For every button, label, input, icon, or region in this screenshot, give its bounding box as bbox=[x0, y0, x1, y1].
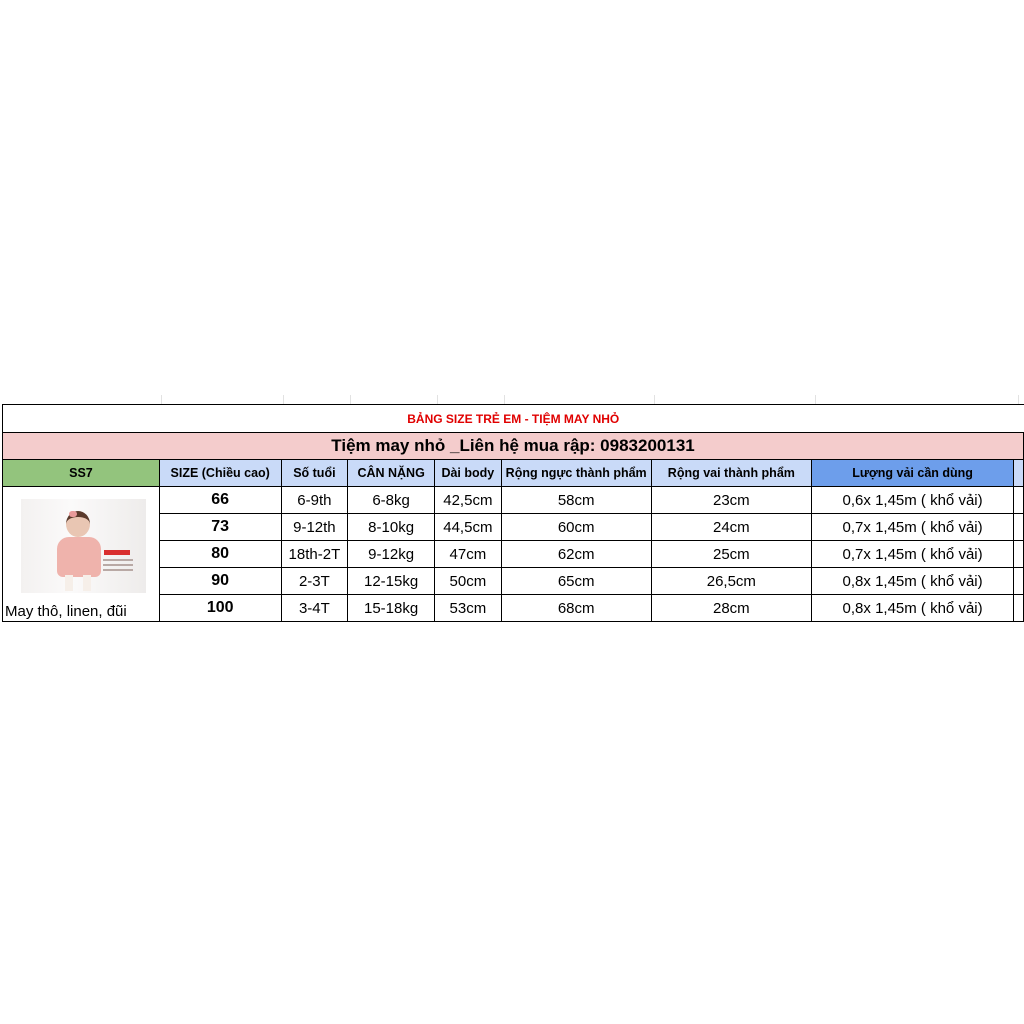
cell-body-length[interactable]: 53cm bbox=[434, 595, 501, 622]
cell-age[interactable]: 18th-2T bbox=[281, 541, 348, 568]
header-extra[interactable] bbox=[1014, 460, 1024, 487]
cell-weight[interactable]: 15-18kg bbox=[348, 595, 435, 622]
cell-fabric[interactable]: 0,8x 1,45m ( khổ vải) bbox=[812, 568, 1014, 595]
cell-size[interactable]: 80 bbox=[159, 541, 281, 568]
cell-age[interactable]: 2-3T bbox=[281, 568, 348, 595]
cell-fabric[interactable]: 0,6x 1,45m ( khổ vải) bbox=[812, 487, 1014, 514]
header-body-length[interactable]: Dài body bbox=[434, 460, 501, 487]
table-row bbox=[3, 487, 1024, 514]
cell-body-length[interactable]: 44,5cm bbox=[434, 514, 501, 541]
cell-shoulder[interactable]: 25cm bbox=[651, 541, 811, 568]
cell-weight[interactable]: 12-15kg bbox=[348, 568, 435, 595]
cell-size[interactable]: 100 bbox=[159, 595, 281, 622]
cell-size[interactable]: 66 bbox=[159, 487, 281, 514]
header-fabric-amount[interactable]: Lượng vải cần dùng bbox=[812, 460, 1014, 487]
cell-chest[interactable]: 58cm bbox=[501, 487, 651, 514]
cell-weight[interactable]: 9-12kg bbox=[348, 541, 435, 568]
cell-chest[interactable]: 68cm bbox=[501, 595, 651, 622]
table-title[interactable]: BẢNG SIZE TRẺ EM - TIỆM MAY NHỎ bbox=[3, 405, 1024, 433]
size-table bbox=[2, 404, 1024, 622]
contact-banner[interactable]: Tiệm may nhỏ _Liên hệ mua rập: 0983200131 bbox=[3, 433, 1024, 460]
cell-extra[interactable] bbox=[1014, 487, 1024, 514]
cell-chest[interactable]: 62cm bbox=[501, 541, 651, 568]
header-row bbox=[3, 460, 1024, 487]
product-code-cell[interactable]: SS7 bbox=[3, 460, 160, 487]
cell-chest[interactable]: 60cm bbox=[501, 514, 651, 541]
header-chest-width[interactable]: Rộng ngực thành phẩm bbox=[501, 460, 651, 487]
product-photo bbox=[21, 499, 146, 593]
header-weight[interactable]: CÂN NẶNG bbox=[348, 460, 435, 487]
cell-extra[interactable] bbox=[1014, 595, 1024, 622]
cell-body-length[interactable]: 50cm bbox=[434, 568, 501, 595]
cell-weight[interactable]: 8-10kg bbox=[348, 514, 435, 541]
cell-shoulder[interactable]: 23cm bbox=[651, 487, 811, 514]
cell-body-length[interactable]: 42,5cm bbox=[434, 487, 501, 514]
cell-fabric[interactable]: 0,8x 1,45m ( khổ vải) bbox=[812, 595, 1014, 622]
header-shoulder-width[interactable]: Rộng vai thành phẩm bbox=[651, 460, 811, 487]
cell-extra[interactable] bbox=[1014, 568, 1024, 595]
header-size[interactable]: SIZE (Chiều cao) bbox=[159, 460, 281, 487]
fabric-note: May thô, linen, đũi bbox=[5, 603, 127, 620]
cell-extra[interactable] bbox=[1014, 541, 1024, 568]
cell-chest[interactable]: 65cm bbox=[501, 568, 651, 595]
cell-shoulder[interactable]: 28cm bbox=[651, 595, 811, 622]
cell-shoulder[interactable]: 24cm bbox=[651, 514, 811, 541]
cell-size[interactable]: 73 bbox=[159, 514, 281, 541]
cell-fabric[interactable]: 0,7x 1,45m ( khổ vải) bbox=[812, 541, 1014, 568]
cell-extra[interactable] bbox=[1014, 514, 1024, 541]
cell-size[interactable]: 90 bbox=[159, 568, 281, 595]
cell-shoulder[interactable]: 26,5cm bbox=[651, 568, 811, 595]
cell-age[interactable]: 3-4T bbox=[281, 595, 348, 622]
cell-weight[interactable]: 6-8kg bbox=[348, 487, 435, 514]
cell-age[interactable]: 9-12th bbox=[281, 514, 348, 541]
cell-fabric[interactable]: 0,7x 1,45m ( khổ vải) bbox=[812, 514, 1014, 541]
cell-age[interactable]: 6-9th bbox=[281, 487, 348, 514]
product-photo-cell[interactable] bbox=[3, 487, 160, 622]
header-age[interactable]: Số tuổi bbox=[281, 460, 348, 487]
cell-body-length[interactable]: 47cm bbox=[434, 541, 501, 568]
